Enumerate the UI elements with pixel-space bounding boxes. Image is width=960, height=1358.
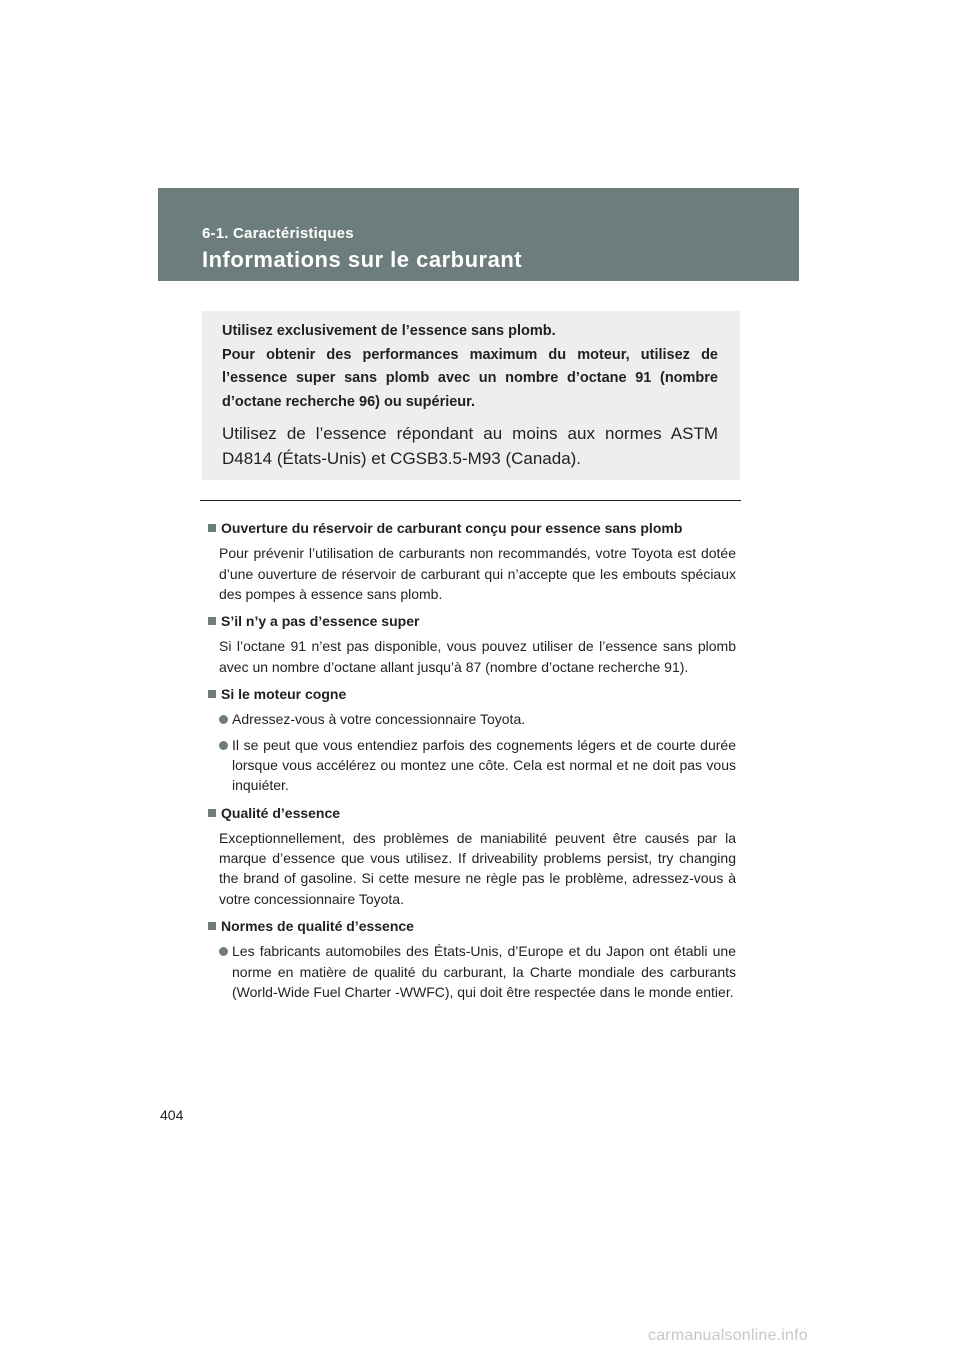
circle-icon bbox=[219, 947, 228, 956]
topic-body: Si l’octane 91 n’est pas disponible, vous pouvez utiliser de l’essence sans plomb avec un nombre d’octane allant jusqu’à 87 (nombre d’octane recherche 91). bbox=[219, 638, 736, 675]
topic-fuel-standards bbox=[208, 916, 736, 1002]
list-item bbox=[219, 735, 736, 796]
summary-line-octane: Pour obtenir des performances maximum du moteur, utilisez de l’essence super sans plomb avec un nombre d’octane 91 (nombre d’octane recherche 96) ou supérieur. bbox=[222, 346, 718, 410]
list-item bbox=[219, 709, 736, 729]
topic-body: Exceptionnellement, des problèmes de maniabilité peuvent être causés par la marque d’essence que vous utilisez. If driveability problems persist, try changing the brand of gasoline. Si cette mesure ne règle pas le problème, adressez-vous à votre concessionnaire Toyota. bbox=[219, 829, 736, 907]
list-item-text: Les fabricants automobiles des États-Unis, d’Europe et du Japon ont établi une norme en matière de qualité du carburant, la Charte mondiale des carburants (World-Wide Fuel Charter -WWFC), qui doit être respectée dans le monde entier. bbox=[232, 943, 736, 1000]
content bbox=[208, 518, 736, 1009]
square-icon bbox=[208, 524, 216, 532]
topic-heading bbox=[208, 611, 736, 631]
topic-heading bbox=[208, 803, 736, 823]
list-item-text: Il se peut que vous entendiez parfois des cognements légers et de courte durée lorsque vous accélérez ou montez une côte. Cela est normal et ne doit pas vous inquiéter. bbox=[232, 736, 736, 794]
list-item bbox=[219, 941, 736, 1002]
topic-heading-text: S’il n’y a pas d’essence super bbox=[221, 613, 420, 630]
topic-heading-text: Si le moteur cogne bbox=[221, 686, 347, 703]
watermark: carmanualsonline.info bbox=[648, 1327, 808, 1344]
topic-heading-text: Qualité d’essence bbox=[221, 804, 341, 821]
square-icon bbox=[208, 617, 216, 625]
page-title: Informations sur le carburant bbox=[202, 247, 523, 272]
topic-heading bbox=[208, 518, 736, 538]
circle-icon bbox=[219, 715, 228, 724]
header-band bbox=[158, 188, 799, 281]
topic-no-premium bbox=[208, 611, 736, 677]
square-icon bbox=[208, 922, 216, 930]
topic-heading-text: Ouverture du réservoir de carburant conçu pour essence sans plomb bbox=[221, 520, 683, 536]
topic-body: Pour prévenir l’utilisation de carburants non recommandés, votre Toyota est dotée d’une ouverture de réservoir de carburant qui n’accepte que les embouts spéciaux des pompes à essence sans plomb. bbox=[219, 545, 736, 602]
list-item-text: Adressez-vous à votre concessionnaire Toyota. bbox=[232, 711, 526, 728]
summary-line-unleaded: Utilisez exclusivement de l’essence sans plomb. bbox=[222, 323, 556, 339]
topic-heading bbox=[208, 684, 736, 704]
summary-line-standards: Utilisez de l’essence répondant au moins aux normes ASTM D4814 (États-Unis) et CGSB3.5-M93 (Canada). bbox=[222, 424, 718, 468]
topic-heading bbox=[208, 916, 736, 936]
divider bbox=[200, 500, 741, 501]
topic-fuel-quality bbox=[208, 803, 736, 909]
topic-heading-text: Normes de qualité d’essence bbox=[221, 918, 414, 935]
topic-fuel-opening bbox=[208, 518, 736, 604]
square-icon bbox=[208, 809, 216, 817]
topic-engine-knock bbox=[208, 684, 736, 795]
page-number: 404 bbox=[160, 1107, 184, 1123]
square-icon bbox=[208, 690, 216, 698]
summary-box bbox=[202, 311, 740, 480]
section-label: 6-1. Caractéristiques bbox=[202, 225, 354, 242]
circle-icon bbox=[219, 741, 228, 750]
